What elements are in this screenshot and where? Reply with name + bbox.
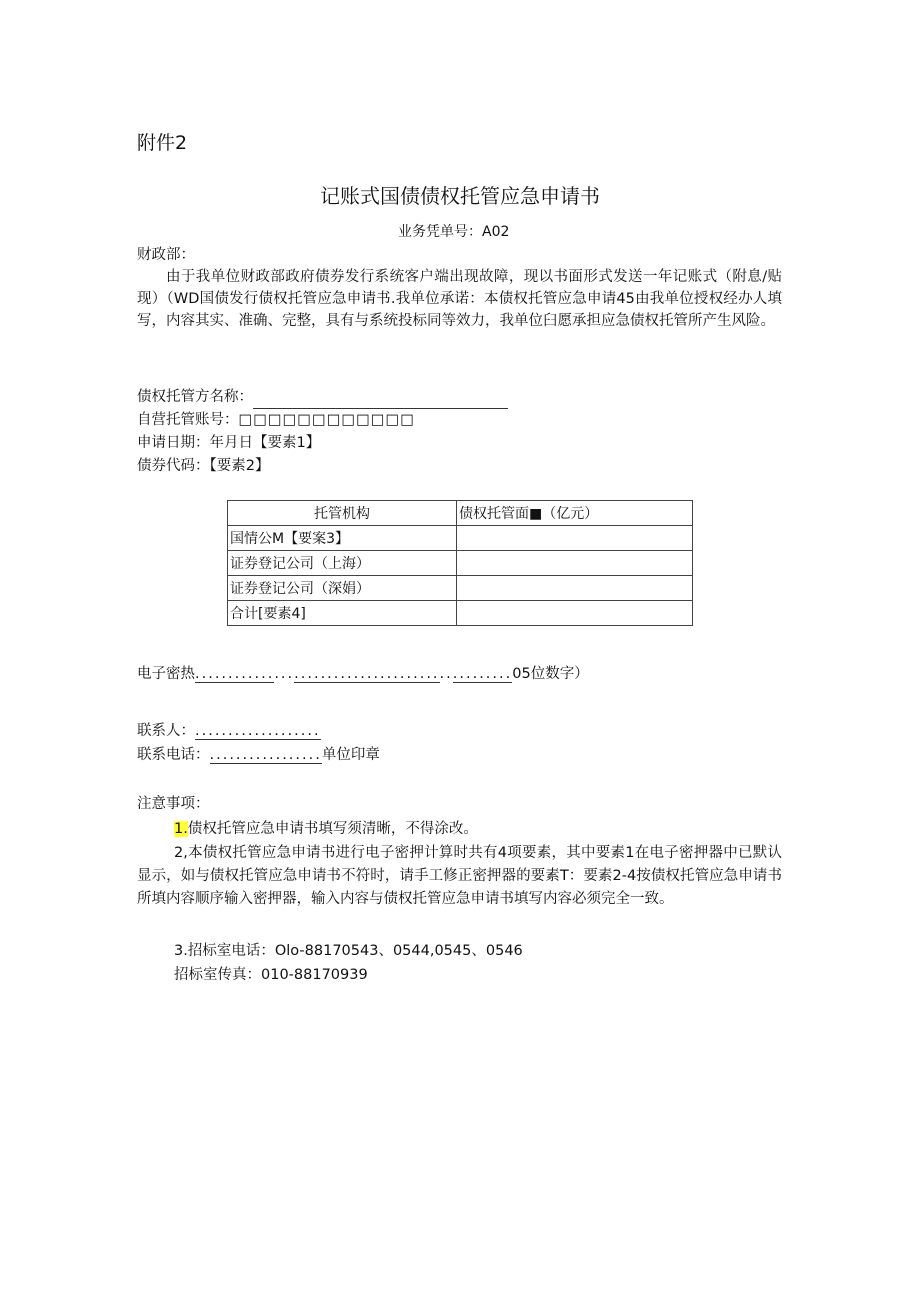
contact-phone-label: 联系电话： [137,747,210,763]
custodian-name-field [137,385,508,409]
notes-heading: 注意事项： [137,796,210,812]
voucher-number: 业务凭单号：A02 [398,224,510,240]
custodian-name-label: 债权托管方名称： [137,389,253,405]
account-label: 自营托管账号： [137,412,239,428]
table-header: 托管机构 [228,501,457,526]
table-cell [457,576,693,601]
table-header-row [228,501,693,526]
attachment-label: 附件2 [137,132,188,154]
addressee: 财政部： [137,247,195,263]
custodian-name-blank [253,394,508,409]
table-cell: 国情公M【要案3】 [228,526,457,551]
note-1-number: 1. [174,821,188,837]
cipher-field [137,662,589,686]
application-date: 申请日期：年月日【要素1】 [137,435,321,451]
note-1 [174,817,478,841]
contact-person [137,719,321,743]
note-3: 3.招标室电话：Olo-88170543、0544,0545、0546 [174,943,523,959]
contact-person-dots: ................... [195,723,321,739]
table-row [228,601,693,626]
table-cell: 证券登记公司（深娟） [228,576,457,601]
cipher-label: 电子密热 [137,666,195,682]
table-row [228,551,693,576]
fax-line: 招标室传真：010-88170939 [174,967,368,983]
bond-code: 债券代码：【要素2】 [137,458,270,474]
note-1-text: 债权托管应急申请书填写须清晰，不得涂改。 [187,821,478,837]
cipher-dots: .. [439,666,453,682]
cipher-dots: ...................... [294,666,440,682]
seal-label: 单位印章 [321,747,380,763]
table-row [228,576,693,601]
table-cell: 证券登记公司（上海） [228,551,457,576]
note-2: 2,本债权托管应急申请书进行电子密押计算时共有4项要素，其中要素1在电子密押器中已默认显示，如与债权托管应急申请书不符时，请手工修正密押器的要素T：要素2-4按债权托管应急申请书所填内容顺序输入密押器，输入内容与债权托管应急申请书填写内容必须完全一致。 [137,845,782,907]
cipher-dots: ............ [195,666,275,682]
table-cell [457,526,693,551]
account-boxes: □□□□□□□□□□□□ [238,412,415,428]
cipher-dots: ... [274,666,295,682]
table-header: 债权托管面■（亿元） [457,501,693,526]
document-title: 记账式国债债权托管应急申请书 [320,184,600,208]
table-cell [457,601,693,626]
custody-table [227,500,693,626]
cipher-dots: ......... [452,666,513,682]
table-cell [457,551,693,576]
account-field [137,408,415,432]
table-cell: 合计[要素4] [228,601,457,626]
contact-phone-dots: ................. [209,747,322,763]
contact-phone [137,743,380,767]
cipher-suffix: 05位数字） [512,666,589,682]
table-row [228,526,693,551]
intro-paragraph: 由于我单位财政部政府债券发行系统客户端出现故障，现以书面形式发送一年记账式（附息/贴现）（WD国债发行债权托管应急申请书.我单位承诺：本债权托管应急申请45由我单位授权经办人填写，内容其实、准确、完整，具有与系统投标同等效力，我单位臼愿承担应急债权托管所产生风险。 [137,269,782,329]
contact-person-label: 联系人： [137,723,195,739]
